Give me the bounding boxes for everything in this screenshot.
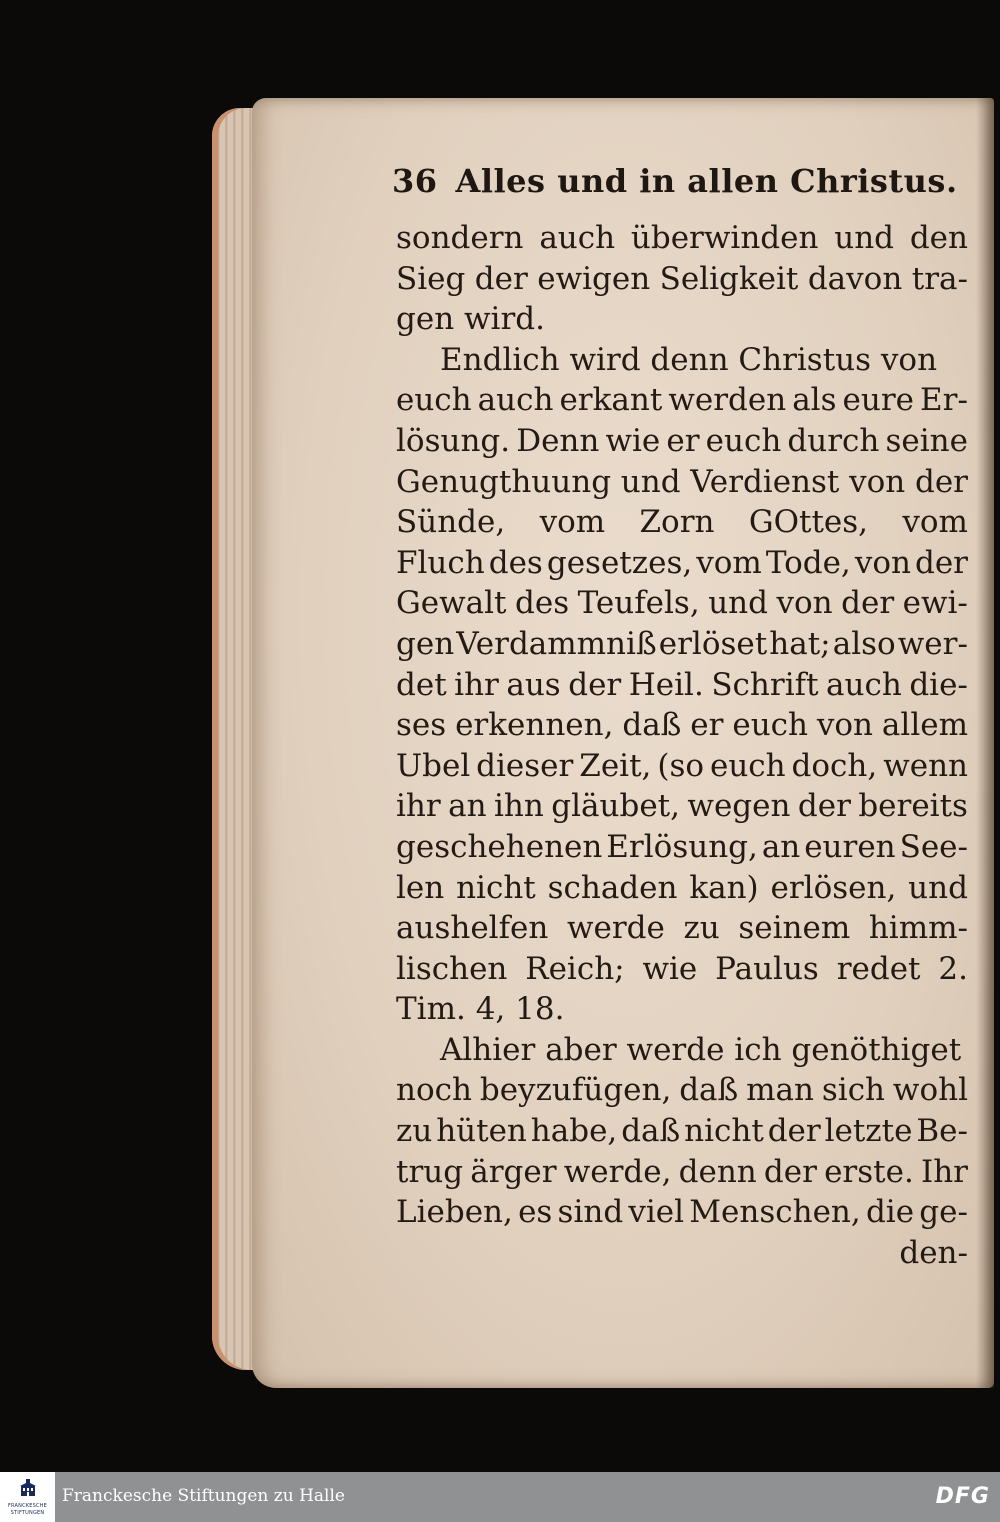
word: davon [807, 260, 903, 297]
word: wohl [892, 1072, 968, 1109]
word: lischen [396, 950, 508, 987]
word: det [396, 666, 447, 703]
word: redet [836, 950, 921, 987]
word: auch [539, 220, 616, 256]
text-line: gen wird. [396, 301, 545, 338]
text-line [396, 1111, 968, 1152]
word: zu [396, 1113, 433, 1150]
text-line [396, 746, 968, 787]
word: an [448, 788, 487, 825]
text-line [396, 786, 968, 827]
word: Gewalt [396, 585, 507, 622]
word: letzte [824, 1113, 913, 1150]
word: der [841, 585, 895, 622]
catchword: den- [899, 1234, 968, 1271]
word: ihr [454, 666, 499, 703]
word: ewigen [537, 260, 651, 297]
word: 2. [938, 950, 968, 987]
word: der [914, 463, 968, 500]
word: werde, [563, 1153, 672, 1190]
word: erlösen, [770, 869, 897, 906]
institution-logo[interactable] [0, 1472, 55, 1522]
word: daß [621, 1113, 681, 1150]
word: vom [696, 544, 762, 581]
word: Teufels, [577, 585, 700, 622]
word: der [797, 788, 851, 825]
word: und [908, 869, 968, 906]
page-number: 36 [392, 162, 438, 200]
word: von [854, 544, 911, 581]
text-line [396, 665, 968, 706]
word: der [767, 1113, 821, 1150]
word: des [515, 585, 570, 622]
word: ewi- [902, 585, 968, 622]
text-line [396, 259, 968, 300]
word: euch [732, 707, 808, 744]
word: werde [566, 910, 665, 947]
word: euch [396, 382, 472, 419]
word: doch, [791, 747, 878, 784]
word: Sieg [396, 260, 466, 297]
word: Heil. [628, 666, 704, 703]
word: Zeit, [579, 747, 652, 784]
word: aushelfen [396, 910, 549, 947]
word: sich [821, 1072, 886, 1109]
word: ses [396, 707, 447, 744]
word: er [690, 707, 724, 744]
word: seine [885, 422, 968, 459]
word: ihr [396, 788, 441, 825]
word: See- [899, 828, 968, 865]
word: Denn [516, 422, 600, 459]
text-line: Alhier aber werde ich genöthiget [440, 1031, 962, 1068]
word: wegen [687, 788, 791, 825]
word: himm- [868, 910, 968, 947]
word: daß [679, 1072, 739, 1109]
word: er [666, 422, 700, 459]
word: Seligkeit [659, 260, 799, 297]
word: len [396, 869, 445, 906]
running-head [392, 162, 964, 200]
word: Er- [920, 382, 968, 419]
logo-text-line2: STIFTUNGEN [10, 1510, 45, 1516]
word: auch [826, 666, 902, 703]
word: überwinden [630, 220, 819, 256]
word: Genugthuung [396, 463, 612, 500]
word: Zorn [639, 504, 715, 541]
word: werden [668, 382, 787, 419]
word: Schrift [711, 666, 819, 703]
word: vom [539, 504, 606, 541]
word: und [834, 220, 895, 256]
word: nicht [684, 1113, 764, 1150]
text-line [396, 218, 968, 259]
word: habe, [530, 1113, 618, 1150]
word: Sünde, [396, 504, 506, 541]
word: Fluch [396, 544, 485, 581]
word: Paulus [715, 950, 819, 987]
word: den [909, 220, 968, 256]
word: der [763, 1153, 817, 1190]
word: an [761, 828, 801, 865]
text-line [396, 624, 968, 665]
text-line [396, 462, 968, 503]
word: aus [506, 666, 561, 703]
word: ärger [470, 1153, 557, 1190]
word: erste. [824, 1153, 914, 1190]
word: der [568, 666, 622, 703]
text-line [396, 543, 968, 584]
word: gesetzes, [546, 544, 693, 581]
word: von [776, 585, 833, 622]
word: GOttes, [748, 504, 869, 541]
word: euren [804, 828, 896, 865]
word: von [816, 707, 874, 744]
institution-name: Franckesche Stiftungen zu Halle [62, 1486, 345, 1506]
text-line [396, 502, 968, 543]
word: schaden [547, 869, 678, 906]
word: Verdienst [690, 463, 840, 500]
word: viel [628, 1194, 685, 1231]
word: erlöset [658, 625, 768, 662]
word: (so [657, 747, 705, 784]
word: durch [787, 422, 880, 459]
word: seinem [738, 910, 851, 947]
word: Lieben, [396, 1194, 513, 1231]
word: nicht [456, 869, 536, 906]
word: Erlösung, [606, 828, 758, 865]
word: dieser [476, 747, 574, 784]
building-icon [18, 1478, 38, 1498]
word: Ubel [396, 747, 471, 784]
text-line [396, 908, 968, 949]
text-line [396, 949, 968, 990]
word: eure [842, 382, 915, 419]
word: tra- [911, 260, 968, 297]
word: auch [477, 382, 554, 419]
word: noch [396, 1072, 472, 1109]
word: es [518, 1194, 553, 1231]
word: zu [683, 910, 720, 947]
word: sondern [396, 220, 524, 256]
text-line: Endlich wird denn Christus von [440, 341, 938, 378]
text-line [396, 1152, 968, 1193]
word: euch [709, 747, 786, 784]
word: gen [396, 625, 455, 662]
word: des [488, 544, 543, 581]
word: geschehenen [396, 828, 603, 865]
word: hüten [436, 1113, 527, 1150]
body-text [396, 218, 968, 1273]
word: trug [396, 1153, 464, 1190]
word: die- [909, 666, 968, 703]
word: der [914, 544, 968, 581]
running-title: Alles und in allen Christus. [455, 162, 958, 200]
word: Be- [916, 1113, 968, 1150]
text-line [396, 421, 968, 462]
word: der [474, 260, 528, 297]
word: Reich; [525, 950, 625, 987]
word: gläubet, [551, 788, 680, 825]
word: daß [622, 707, 682, 744]
word: euch [705, 422, 782, 459]
word: wie [605, 422, 661, 459]
word: und [620, 463, 681, 500]
word: Verdammniß [456, 625, 657, 662]
word: die [865, 1194, 915, 1231]
text-line [396, 380, 968, 421]
word: beyzufügen, [479, 1072, 672, 1109]
text-line: Tim. 4, 18. [396, 991, 565, 1028]
word: kan) [689, 869, 759, 906]
word: vom [902, 504, 968, 541]
text-line [396, 1070, 968, 1111]
word: allem [881, 707, 968, 744]
word: als [792, 382, 837, 419]
word: hat; [769, 625, 831, 662]
word: man [746, 1072, 814, 1109]
text-line [396, 583, 968, 624]
logo-text-line1: FRANCKESCHE [7, 1503, 48, 1509]
word: erkennen, [455, 707, 614, 744]
text-line [396, 827, 968, 868]
word: sind [557, 1194, 624, 1231]
word: Ihr [920, 1153, 968, 1190]
dfg-logo[interactable]: DFG [935, 1484, 990, 1509]
gutter-shadow [976, 98, 994, 1388]
word: also [832, 625, 896, 662]
word: wie [642, 950, 698, 987]
word: ihn [494, 788, 544, 825]
word: ge- [919, 1194, 968, 1231]
word: Tode, [765, 544, 851, 581]
word: und [708, 585, 768, 622]
word: wer- [897, 625, 968, 662]
word: von [849, 463, 906, 500]
word: bereits [858, 788, 968, 825]
text-line [396, 868, 968, 909]
text-line [396, 705, 968, 746]
word: Menschen, [689, 1194, 861, 1231]
word: wenn [883, 747, 968, 784]
word: lösung. [396, 422, 511, 459]
word: denn [678, 1153, 757, 1190]
word: erkant [559, 382, 663, 419]
text-line [396, 1192, 968, 1233]
